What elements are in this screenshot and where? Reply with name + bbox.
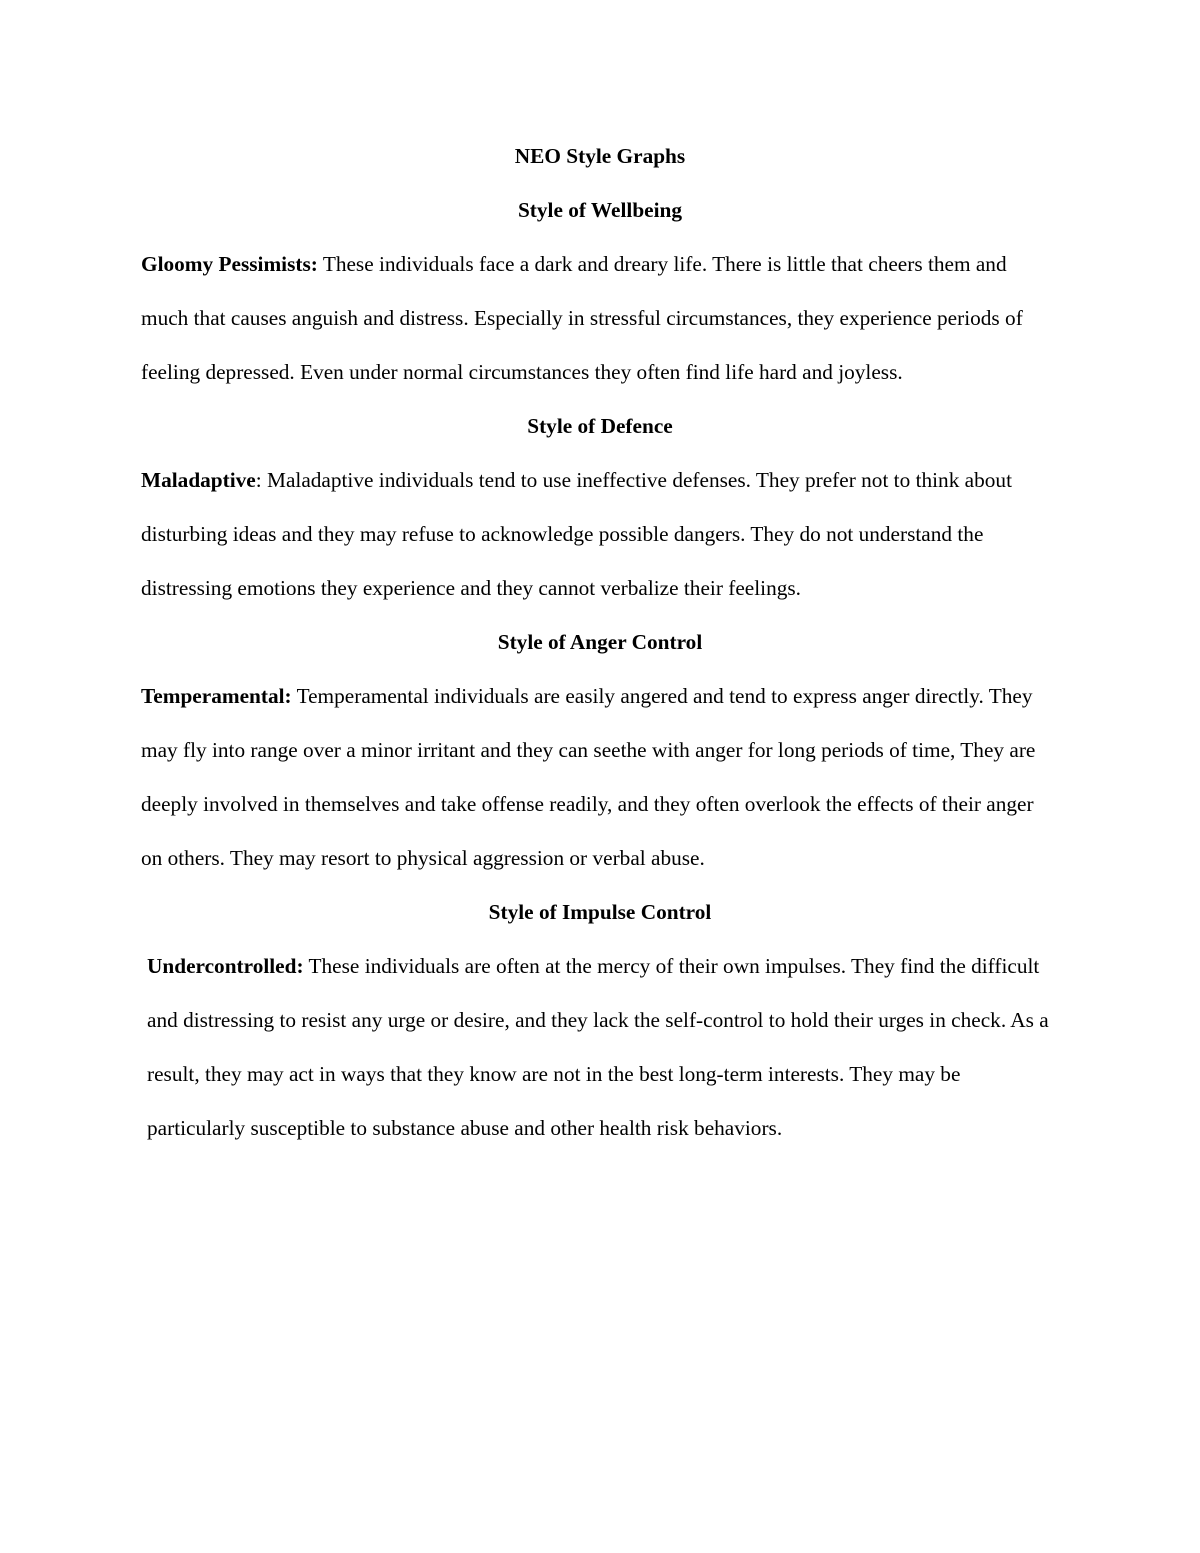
term-maladaptive: Maladaptive — [141, 468, 256, 492]
document-body — [141, 129, 1059, 1155]
section-paragraph-impulse-control — [141, 939, 1059, 1155]
section-paragraph-defence — [141, 453, 1059, 615]
section-heading-impulse-control: Style of Impulse Control — [488, 900, 712, 924]
paragraph-text-anger-control: Temperamental individuals are easily angered and tend to express anger directly. They may fly into range over a minor irritant and they can seethe with anger for long periods of time, They are deeply involved in themselves and take offense readily, and they often overlook the effects of their anger on others. They may resort to physical aggression or verbal abuse. — [141, 684, 1036, 870]
section-heading-anger-control: Style of Anger Control — [497, 630, 703, 654]
document-title: NEO Style Graphs — [514, 144, 686, 168]
paragraph-text-wellbeing: These individuals face a dark and dreary life. There is little that cheers them and much that causes anguish and distress. Especially in stressful circumstances, they experience periods of feeling depressed. Even under normal circumstances they often find life hard and joyless. — [141, 252, 1023, 384]
term-temperamental: Temperamental: — [141, 684, 292, 708]
section-paragraph-wellbeing — [141, 237, 1059, 399]
section-heading-defence: Style of Defence — [527, 414, 673, 438]
term-undercontrolled: Undercontrolled: — [147, 954, 304, 978]
section-paragraph-anger-control — [141, 669, 1059, 885]
section-heading-wellbeing: Style of Wellbeing — [517, 198, 683, 222]
paragraph-text-impulse-control: These individuals are often at the mercy of their own impulses. They find the difficult and distressing to resist any urge or desire, and they lack the self-control to hold their urges in check. As a result, they may act in ways that they know are not in the best long-term interests. They may be particularly susceptible to substance abuse and other health risk behaviors. — [147, 954, 1049, 1140]
paragraph-text-defence: : Maladaptive individuals tend to use ineffective defenses. They prefer not to think about disturbing ideas and they may refuse to acknowledge possible dangers. They do not understand the distressing emotions they experience and they cannot verbalize their feelings. — [141, 468, 1012, 600]
term-gloomy-pessimists: Gloomy Pessimists: — [141, 252, 318, 276]
